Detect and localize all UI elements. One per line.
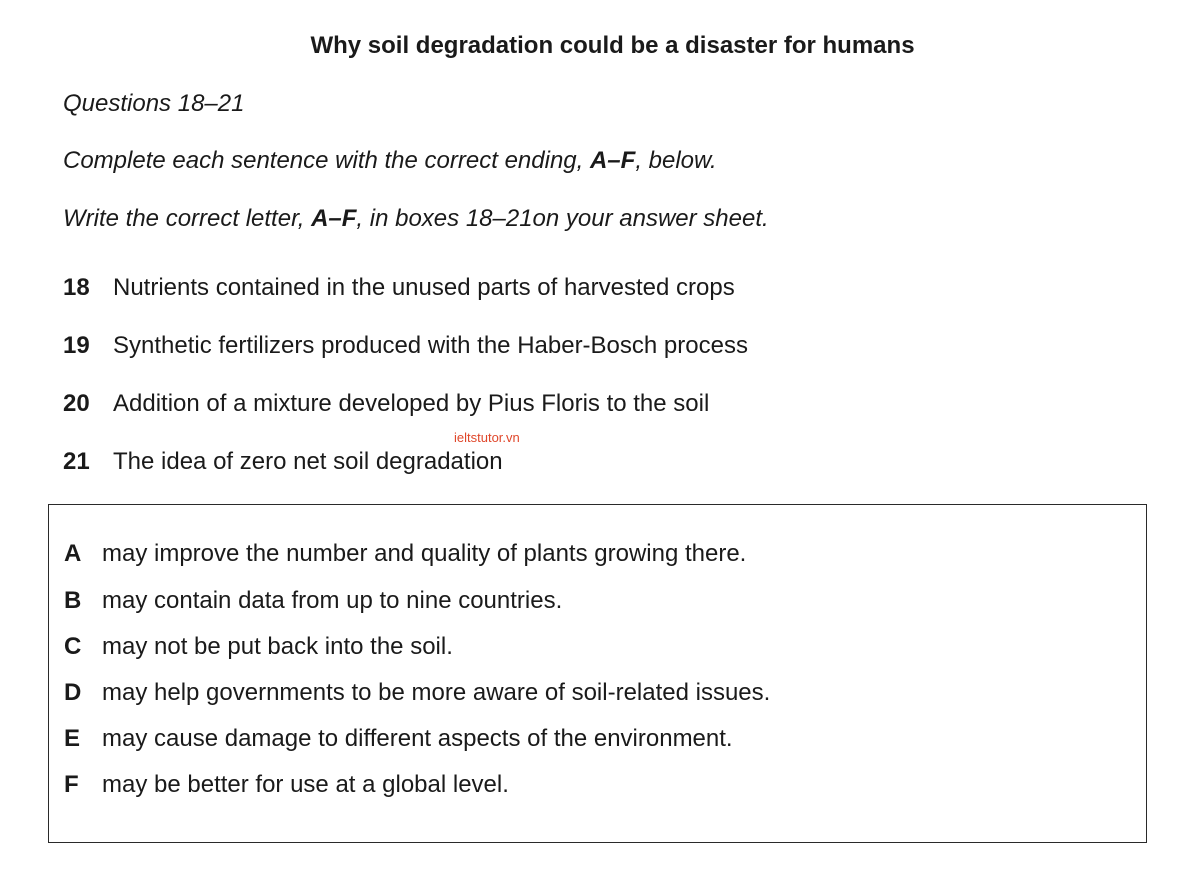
question-number: 20: [63, 390, 90, 417]
endings-box: [48, 504, 1147, 843]
question-text: Addition of a mixture developed by Pius Floris to the soil: [113, 390, 710, 417]
instruction-text: Write the correct letter,: [63, 205, 312, 232]
question-number: 21: [63, 448, 90, 475]
page-title: Why soil degradation could be a disaster for humans: [310, 32, 915, 59]
ending-letter: F: [64, 771, 79, 798]
instruction-letter-range: A–F: [311, 205, 357, 232]
ending-letter: B: [64, 587, 82, 614]
ending-letter: A: [64, 540, 82, 567]
ending-a: [64, 538, 746, 570]
ending-letter: E: [64, 725, 81, 752]
ending-text: may be better for use at a global level.: [102, 771, 509, 798]
ending-letter: C: [64, 633, 82, 660]
question-text: The idea of zero net soil degradation: [113, 448, 503, 475]
instruction-text: , in boxes 18–21on your answer sheet.: [356, 205, 769, 232]
instruction-write-letter: [63, 203, 769, 235]
instruction-letter-range: A–F: [589, 147, 636, 174]
watermark: ieltstutor.vn: [454, 430, 520, 445]
ending-text: may contain data from up to nine countries.: [102, 587, 563, 614]
question-19: [63, 330, 748, 362]
question-number: 18: [63, 274, 90, 301]
ending-text: may not be put back into the soil.: [102, 633, 453, 660]
instruction-text: Complete each sentence with the correct ending,: [63, 147, 590, 174]
ending-b: [64, 585, 562, 617]
ending-c: [64, 631, 453, 663]
question-text: Synthetic fertilizers produced with the Haber-Bosch process: [113, 332, 748, 359]
question-21: [63, 446, 503, 478]
instruction-complete-sentence: [63, 145, 717, 177]
question-18: [63, 272, 735, 304]
ending-text: may help governments to be more aware of soil-related issues.: [102, 679, 771, 706]
ending-letter: D: [64, 679, 82, 706]
question-20: [63, 388, 709, 420]
ending-d: [64, 677, 770, 709]
questions-range: Questions 18–21: [63, 90, 245, 117]
instruction-text: , below.: [635, 147, 717, 174]
ending-text: may improve the number and quality of plants growing there.: [102, 540, 747, 567]
question-text: Nutrients contained in the unused parts of harvested crops: [113, 274, 735, 301]
ending-e: [64, 723, 733, 755]
question-number: 19: [63, 332, 90, 359]
ending-text: may cause damage to different aspects of the environment.: [102, 725, 733, 752]
ending-f: [64, 769, 509, 801]
